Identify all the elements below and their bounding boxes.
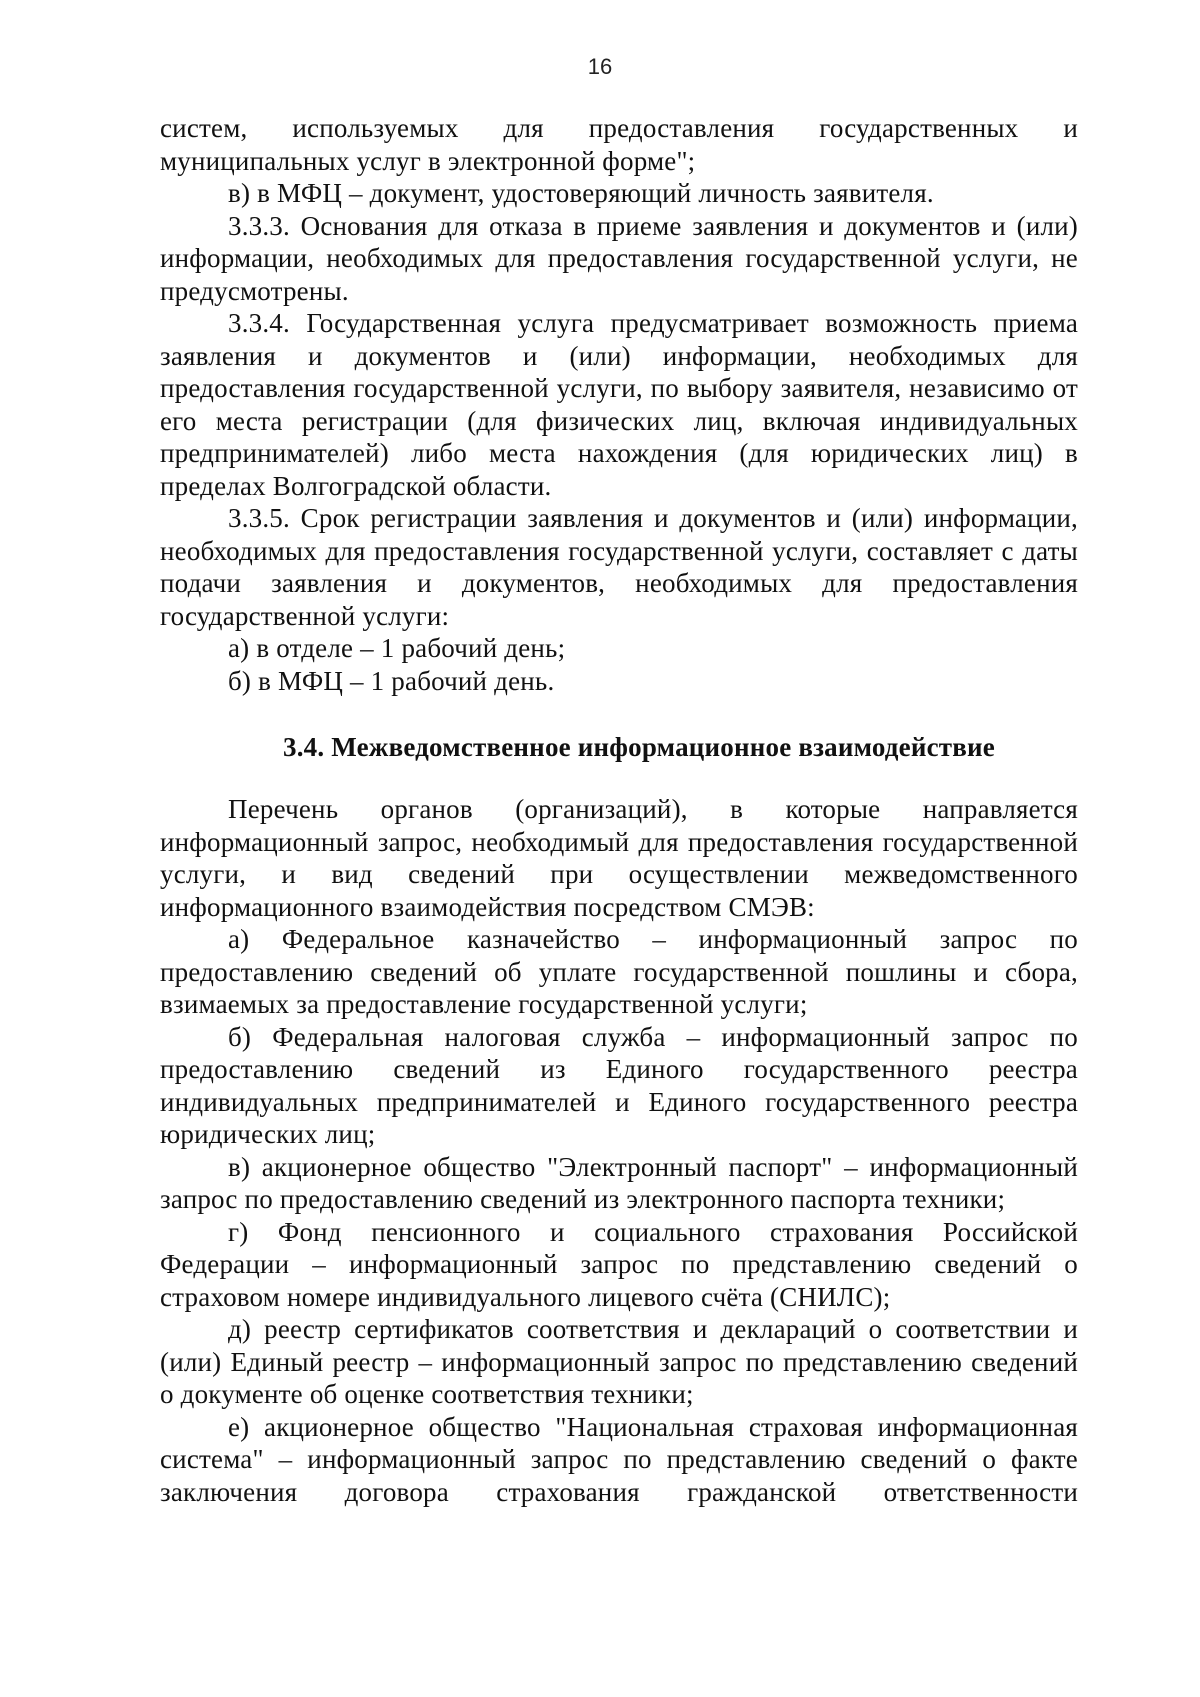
paragraph-3-3-4: 3.3.4. Государственная услуга предусматривает возможность приема заявления и документов и (или) информации, необходимых для предоставления государственной услуги, по выбору заявителя, независимо от его места регистрации (для физических лиц, включая индивидуальных предпринимателей) либо места нахождения (для юридических лиц) в пределах Волгоградской области. — [160, 308, 1078, 501]
paragraph-3-3-3: 3.3.3. Основания для отказа в приеме заявления и документов и (или) информации, необходимых для предоставления государственной услуги, не предусмотрены. — [160, 210, 1078, 306]
document-body — [160, 112, 1078, 1508]
paragraph-item-v-epassport: в) акционерное общество "Электронный паспорт" – информационный запрос по предоставлению сведений из электронного паспорта техники; — [160, 1151, 1078, 1214]
page-number: 16 — [587, 54, 613, 79]
paragraph-item-g-pension-fund: г) Фонд пенсионного и социального страхования Российской Федерации – информационный запрос по представлению сведений о страховом номере индивидуального лицевого счёта (СНИЛС); — [160, 1216, 1078, 1312]
section-heading-3-4: 3.4. Межведомственное информационное взаимодействие — [283, 732, 995, 762]
paragraph-3-3-5: 3.3.5. Срок регистрации заявления и документов и (или) информации, необходимых для предоставления государственной услуги, составляет с даты подачи заявления и документов, необходимых для предоставления государственной услуги: — [160, 503, 1078, 631]
paragraph-item-e-nsis: е) акционерное общество "Национальная страховая информационная система" – информационный запрос по представлению сведений о факте заключения договора страхования гражданской ответственности — [160, 1411, 1078, 1507]
paragraph-list-intro: Перечень органов (организаций), в которые направляется информационный запрос, необходимый для предоставления государственной услуги, и вид сведений при осуществлении межведомственного информационного взаимодействия посредством СМЭВ: — [160, 794, 1078, 922]
paragraph-item-v-mfc: в) в МФЦ – документ, удостоверяющий личность заявителя. — [228, 178, 934, 208]
paragraph-item-b-tax: б) Федеральная налоговая служба – информационный запрос по предоставлению сведений из Единого государственного реестра индивидуальных предпринимателей и Единого государственного реестра юридических лиц; — [160, 1021, 1078, 1149]
paragraph-item-a-otdel: а) в отделе – 1 рабочий день; — [228, 633, 566, 663]
paragraph-item-d-registry: д) реестр сертификатов соответствия и деклараций о соответствии и (или) Единый реестр – информационный запрос по представлению сведений о документе об оценке соответствия техники; — [160, 1314, 1078, 1409]
paragraph-continuation: систем, используемых для предоставления государственных и муниципальных услуг в электронной форме"; — [160, 113, 1078, 176]
paragraph-item-b-mfc: б) в МФЦ – 1 рабочий день. — [228, 665, 555, 696]
paragraph-item-a-treasury: а) Федеральное казначейство – информационный запрос по предоставлению сведений об уплате государственной пошлины и сбора, взимаемых за предоставление государственной услуги; — [160, 924, 1078, 1019]
